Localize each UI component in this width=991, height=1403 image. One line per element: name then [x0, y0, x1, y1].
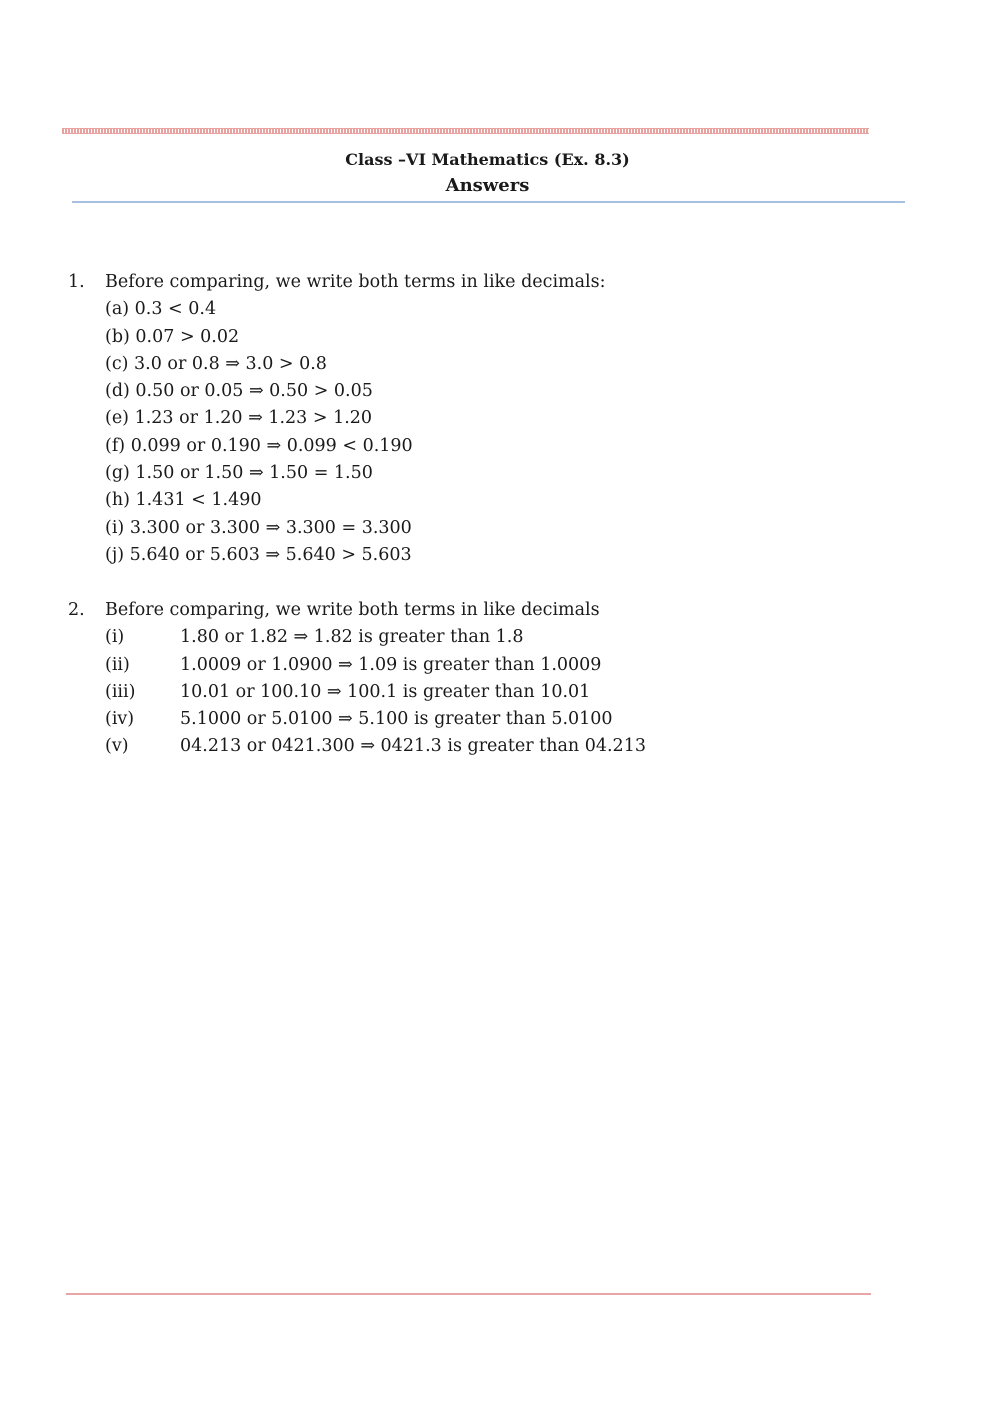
item-label: (i) [105, 627, 125, 648]
answer-item-iv [105, 706, 646, 733]
item-label: (v) [105, 736, 129, 757]
question-body [105, 269, 606, 569]
question-intro: Before comparing, we write both terms in like decimals [105, 600, 600, 620]
item-text: 5.1000 or 5.0100 ⇒ 5.100 is greater than 5.0100 [180, 709, 613, 730]
item-text: 04.213 or 0421.300 ⇒ 0421.3 is greater than 04.213 [180, 736, 646, 757]
question-intro: Before comparing, we write both terms in like decimals: [105, 272, 606, 292]
answer-item-i: (i) 3.300 or 3.300 ⇒ 3.300 = 3.300 [105, 517, 412, 538]
question-2 [68, 597, 646, 761]
item-text: 1.80 or 1.82 ⇒ 1.82 is greater than 1.8 [180, 627, 524, 648]
question-number: 1. [68, 272, 85, 292]
question-1 [68, 269, 606, 569]
answer-item-b: (b) 0.07 > 0.02 [105, 326, 240, 347]
answer-item-iii [105, 679, 646, 706]
document-subtitle: Answers [445, 175, 530, 196]
answer-item-i [105, 624, 646, 651]
answer-item-v [105, 733, 646, 760]
answer-item-g: (g) 1.50 or 1.50 ⇒ 1.50 = 1.50 [105, 463, 373, 484]
question-body [105, 597, 646, 761]
item-text: 10.01 or 100.10 ⇒ 100.1 is greater than 10.01 [180, 681, 591, 702]
footer-divider [66, 1293, 871, 1295]
question-number: 2. [68, 600, 85, 620]
item-label: (ii) [105, 654, 130, 675]
top-decorative-rule [62, 128, 869, 134]
answer-item-h: (h) 1.431 < 1.490 [105, 490, 262, 511]
answer-item-c: (c) 3.0 or 0.8 ⇒ 3.0 > 0.8 [105, 353, 327, 374]
header-divider [72, 201, 905, 203]
answer-item-ii [105, 652, 646, 679]
answer-item-d: (d) 0.50 or 0.05 ⇒ 0.50 > 0.05 [105, 381, 373, 402]
answer-item-e: (e) 1.23 or 1.20 ⇒ 1.23 > 1.20 [105, 408, 373, 429]
answer-item-a: (a) 0.3 < 0.4 [105, 299, 217, 320]
answer-item-f: (f) 0.099 or 0.190 ⇒ 0.099 < 0.190 [105, 435, 413, 456]
item-text: 1.0009 or 1.0900 ⇒ 1.09 is greater than 1.0009 [180, 654, 602, 675]
answer-item-j: (j) 5.640 or 5.603 ⇒ 5.640 > 5.603 [105, 544, 412, 565]
document-title: Class –VI Mathematics (Ex. 8.3) [345, 150, 630, 169]
item-label: (iii) [105, 681, 136, 702]
item-label: (iv) [105, 709, 135, 730]
